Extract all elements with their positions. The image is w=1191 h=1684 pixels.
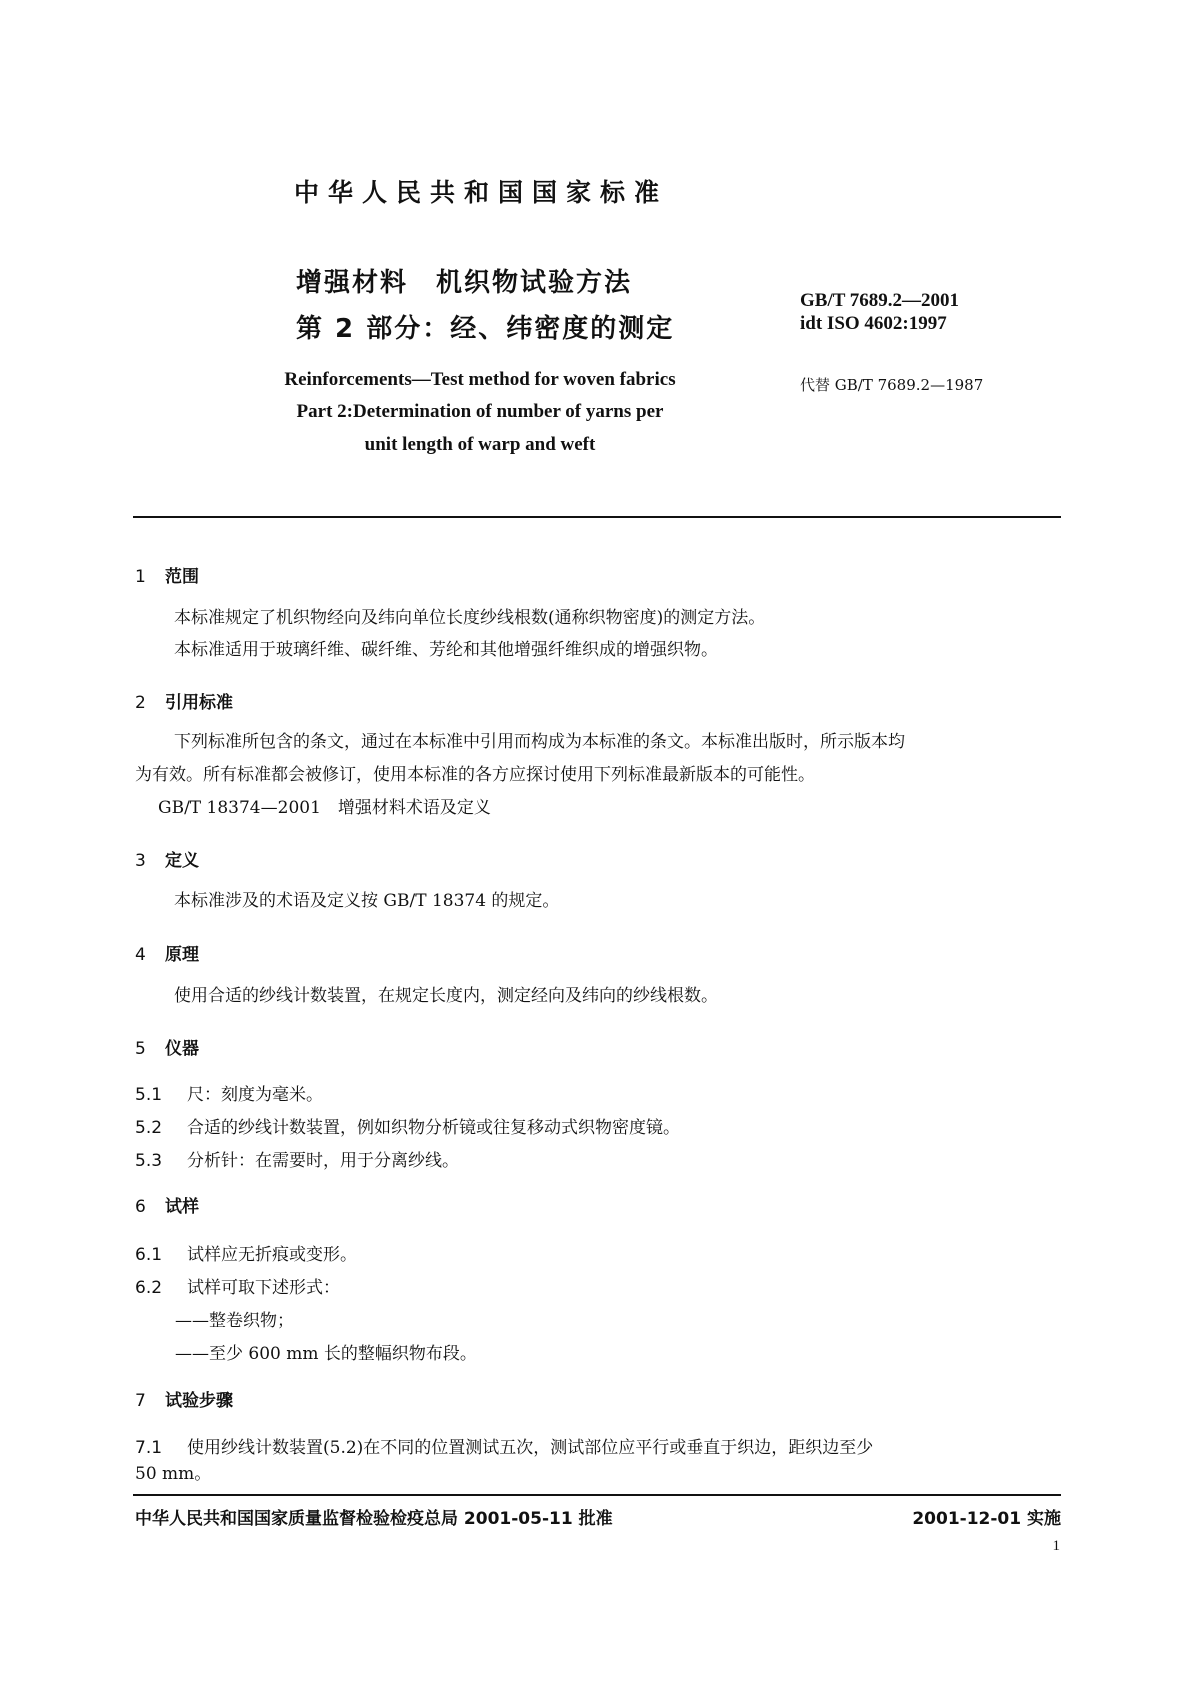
item-number: 7.1 [135,1438,163,1458]
section-title: 仪器 [165,1039,199,1059]
list-item [135,1113,680,1138]
english-title-line1: Reinforcements—Test method for woven fabrics [284,369,676,390]
section-6-heading [135,1192,199,1217]
list-item [135,1146,459,1171]
standard-number: GB/T 7689.2—2001 [800,290,960,311]
section-number: 7 [135,1391,146,1411]
section-3-heading [135,846,199,871]
item-number: 5.3 [135,1151,163,1171]
document-title-line1: 增强材料 机织物试验方法 [296,268,633,298]
reference-standard: GB/T 18374—2001 增强材料术语及定义 [158,798,491,818]
list-item [135,1240,357,1265]
item-text: 试样应无折痕或变形。 [187,1245,357,1265]
section-title: 定义 [165,851,199,871]
english-title-line3: unit length of warp and weft [364,434,596,455]
english-title-line2: Part 2:Determination of number of yarns per [296,401,664,422]
list-item [135,1433,873,1458]
section-title: 试验步骤 [165,1391,233,1411]
section-number: 2 [135,693,146,713]
dash-list-item-2: ——至少 600 mm 长的整幅织物布段。 [175,1344,477,1364]
section-1-heading [135,562,199,587]
page-number: 1 [1052,1538,1060,1554]
item-text: 合适的纱线计数装置，例如织物分析镜或往复移动式织物密度镜。 [187,1118,680,1138]
item-number: 5.2 [135,1118,163,1138]
item-number: 6.2 [135,1278,163,1298]
section-number: 1 [135,567,146,587]
section-5-heading [135,1034,199,1059]
document-title-line2: 第 2 部分：经、纬密度的测定 [296,314,675,344]
footer-divider [133,1494,1061,1496]
section-title: 试样 [165,1197,199,1217]
implementation-date: 2001-12-01 实施 [912,1509,1061,1529]
section-title: 范围 [165,567,199,587]
section-number: 6 [135,1197,146,1217]
section-1-paragraph-1: 本标准规定了机织物经向及纬向单位长度纱线根数(通称织物密度)的测定方法。 [174,608,766,628]
idt-reference: idt ISO 4602:1997 [800,313,947,334]
dash-list-item-1: ——整卷织物； [175,1311,294,1331]
item-number: 5.1 [135,1085,163,1105]
section-3-paragraph: 本标准涉及的术语及定义按 GB/T 18374 的规定。 [174,891,560,911]
approval-line: 中华人民共和国国家质量监督检验检疫总局 2001-05-11 批准 [135,1509,613,1529]
list-item [135,1080,323,1105]
section-7-heading [135,1386,233,1411]
section-4-paragraph: 使用合适的纱线计数装置，在规定长度内，测定经向及纬向的纱线根数。 [174,986,718,1006]
section-number: 3 [135,851,146,871]
national-standard-title: 中华人民共和国国家标准 [294,178,669,207]
section-2-heading [135,688,233,713]
header-divider [133,516,1061,518]
section-number: 4 [135,945,146,965]
section-title: 原理 [165,945,199,965]
item-text: 使用纱线计数装置(5.2)在不同的位置测试五次，测试部位应平行或垂直于织边，距织边至少 [187,1438,874,1458]
section-number: 5 [135,1039,146,1059]
replaces-standard: 代替 GB/T 7689.2—1987 [800,376,984,394]
section-1-paragraph-2: 本标准适用于玻璃纤维、碳纤维、芳纶和其他增强纤维织成的增强织物。 [174,640,718,660]
section-7-text-continued: 50 mm。 [135,1464,212,1484]
item-text: 分析针：在需要时，用于分离纱线。 [187,1151,459,1171]
item-text: 试样可取下述形式： [187,1278,340,1298]
list-item [135,1273,340,1298]
section-title: 引用标准 [165,693,233,713]
section-2-paragraph-line1: 下列标准所包含的条文，通过在本标准中引用而构成为本标准的条文。本标准出版时，所示版本均 [174,732,905,752]
item-text: 尺：刻度为毫米。 [187,1085,323,1105]
section-2-paragraph-line2: 为有效。所有标准都会被修订，使用本标准的各方应探讨使用下列标准最新版本的可能性。 [135,765,815,785]
section-4-heading [135,940,199,965]
item-number: 6.1 [135,1245,163,1265]
